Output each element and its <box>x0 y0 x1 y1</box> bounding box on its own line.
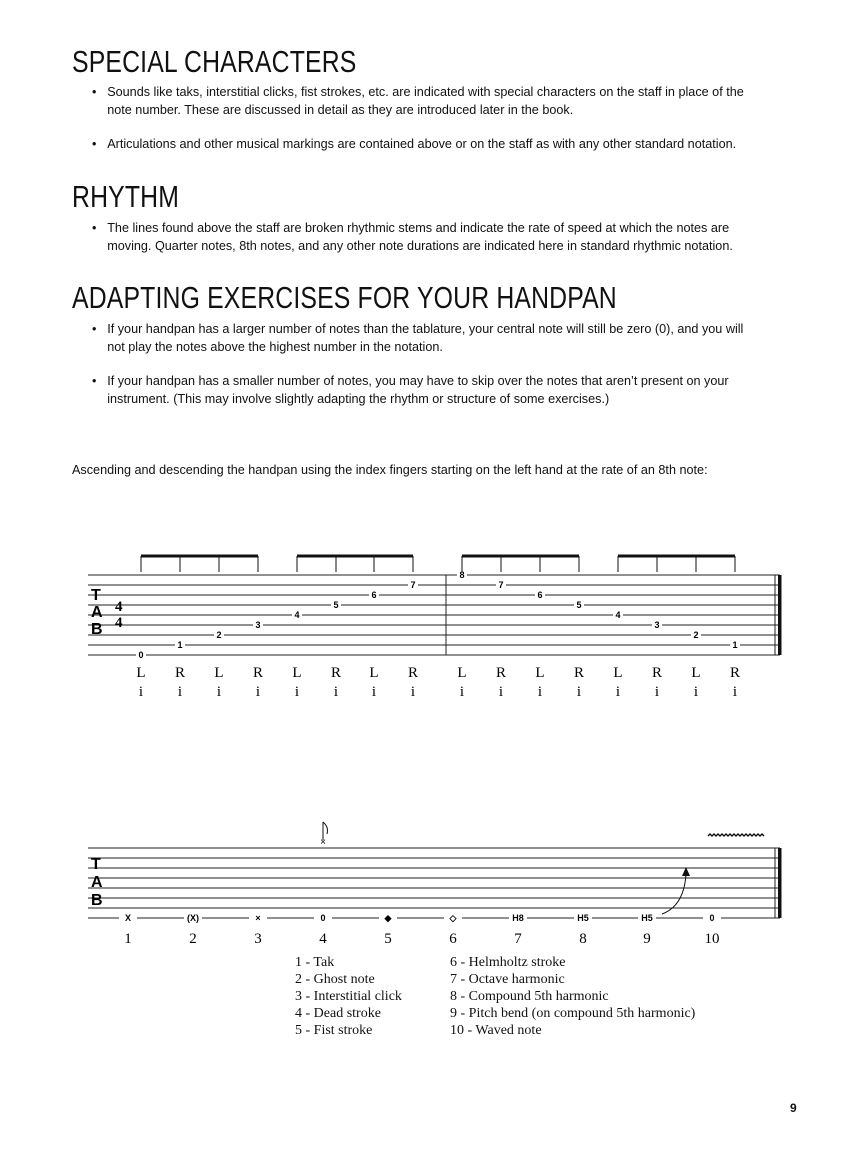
finger-label: i <box>138 684 144 700</box>
symbol-index-label: 2 <box>189 931 197 947</box>
tab-note-number: 1 <box>732 640 738 650</box>
tab-note-number: 3 <box>255 620 261 630</box>
exercise-caption: Ascending and descending the handpan using the index fingers starting on the left hand at the rate of an 8th note: <box>72 462 708 477</box>
tab-clef-letter: B <box>91 892 103 909</box>
tab-symbol: × <box>255 913 261 923</box>
hand-label: L <box>136 665 146 681</box>
hand-label: R <box>330 665 342 681</box>
hand-label: L <box>691 665 701 681</box>
legend-item: 8 - Compound 5th harmonic <box>450 989 609 1004</box>
tab-note-number: 6 <box>537 590 543 600</box>
heading-rhythm: RHYTHM <box>72 179 180 214</box>
symbol-index-label: 1 <box>124 931 132 947</box>
finger-label: i <box>459 684 465 700</box>
tab-note-number: 7 <box>410 580 416 590</box>
tab-note-number: 0 <box>138 650 144 660</box>
symbol-index-label: 10 <box>704 931 720 947</box>
tab-clef-letter: B <box>91 621 103 638</box>
tab-note-number: 5 <box>576 600 582 610</box>
hand-label: R <box>252 665 264 681</box>
hand-label: L <box>369 665 379 681</box>
special-characters-list <box>92 83 792 170</box>
tab-symbol: H8 <box>512 913 524 923</box>
tab-note-number: 4 <box>294 610 300 620</box>
final-bar-thick <box>778 575 782 655</box>
tab-symbol: 0 <box>320 913 326 923</box>
finger-label: i <box>216 684 222 700</box>
rhythm-list <box>92 219 792 271</box>
finger-label: i <box>537 684 543 700</box>
tab-note-number: 8 <box>459 570 465 580</box>
tab-clef-letter: T <box>91 587 101 604</box>
legend-item: 7 - Octave harmonic <box>450 972 565 987</box>
hand-label: R <box>174 665 186 681</box>
symbol-index-label: 7 <box>514 931 522 947</box>
finger-label: i <box>693 684 699 700</box>
tab-staff-exercise <box>0 540 864 710</box>
hand-label: R <box>407 665 419 681</box>
tab-symbol: ◇ <box>449 913 457 923</box>
tab-symbol: H5 <box>577 913 589 923</box>
finger-label: i <box>498 684 504 700</box>
tab-clef-letter: A <box>91 604 103 621</box>
tab-note-number: 4 <box>615 610 621 620</box>
rhythm-bullet-1: • The lines found above the staff are broken rhythmic stems and indicate the rate of speed at which the notes are moving. Quarter notes, 8th notes, and any other note durations are indicated here in standard rhythmic notation. <box>92 219 762 254</box>
heading-adapting-exercises: ADAPTING EXERCISES FOR YOUR HANDPAN <box>72 280 617 315</box>
legend-right-column <box>450 954 695 1039</box>
tab-note-number: 5 <box>333 600 339 610</box>
finger-label: i <box>576 684 582 700</box>
legend-item: 10 - Waved note <box>450 1023 542 1038</box>
symbol-index-label: 8 <box>579 931 587 947</box>
tab-note-number: 2 <box>693 630 699 640</box>
page-number: 9 <box>790 1101 797 1115</box>
legend-item: 3 - Interstitial click <box>295 989 402 1004</box>
symbol-index-label: 3 <box>254 931 262 947</box>
heading-special-characters: SPECIAL CHARACTERS <box>72 44 357 79</box>
legend-left-column <box>295 954 402 1039</box>
finger-label: i <box>371 684 377 700</box>
tab-symbol: X <box>124 913 132 923</box>
finger-label: i <box>333 684 339 700</box>
tab-symbol: ◆ <box>384 913 392 923</box>
tab-staff-special-characters <box>0 815 864 950</box>
legend-item: 5 - Fist stroke <box>295 1023 373 1038</box>
hand-label: R <box>729 665 741 681</box>
vibrato-wave <box>708 834 764 836</box>
tab-note-number: 7 <box>498 580 504 590</box>
special-bullet-2: • Articulations and other musical markings are contained above or on the staff as with any other standard notation. <box>92 135 762 153</box>
symbol-index-label: 4 <box>319 931 327 947</box>
hand-label: L <box>535 665 545 681</box>
tab-symbol: (X) <box>187 913 199 923</box>
hand-label: R <box>651 665 663 681</box>
legend-item: 2 - Ghost note <box>295 972 375 987</box>
tab-note-number: 6 <box>371 590 377 600</box>
tab-clef-letter: A <box>91 874 103 891</box>
finger-label: i <box>615 684 621 700</box>
legend-item: 9 - Pitch bend (on compound 5th harmonic) <box>450 1006 696 1021</box>
tab-clef-letter: T <box>91 856 101 873</box>
finger-label: i <box>654 684 660 700</box>
tab-symbol: H5 <box>641 913 653 923</box>
hand-label: L <box>292 665 302 681</box>
finger-label: i <box>410 684 416 700</box>
hand-label: L <box>214 665 224 681</box>
click-x-mark: × <box>320 837 326 848</box>
symbol-index-label: 6 <box>449 931 457 947</box>
symbol-index-label: 9 <box>643 931 651 947</box>
adapting-bullet-1: • If your handpan has a larger number of notes than the tablature, your central note will still be zero (0), and you will not play the notes above the highest number in the notation. <box>92 320 762 355</box>
click-flag <box>323 822 328 834</box>
time-signature-top: 4 <box>115 599 123 615</box>
time-signature-bottom: 4 <box>115 615 123 631</box>
legend-item: 1 - Tak <box>295 955 335 970</box>
tab-symbol: 0 <box>709 913 715 923</box>
adapting-list <box>92 320 792 424</box>
finger-label: i <box>294 684 300 700</box>
hand-label: R <box>573 665 585 681</box>
symbol-index-label: 5 <box>384 931 392 947</box>
hand-label: L <box>457 665 467 681</box>
tab-note-number: 1 <box>177 640 183 650</box>
hand-label: L <box>613 665 623 681</box>
legend-item: 6 - Helmholtz stroke <box>450 955 566 970</box>
finger-label: i <box>732 684 738 700</box>
finger-label: i <box>177 684 183 700</box>
adapting-bullet-2: • If your handpan has a smaller number of notes, you may have to skip over the notes that aren’t present on your instrument. (This may involve slightly adapting the rhythm or structure of some exercises.) <box>92 372 762 407</box>
tab-note-number: 2 <box>216 630 222 640</box>
legend-item: 4 - Dead stroke <box>295 1006 381 1021</box>
final-bar-thick <box>778 848 782 918</box>
hand-label: R <box>495 665 507 681</box>
finger-label: i <box>255 684 261 700</box>
tab-note-number: 3 <box>654 620 660 630</box>
special-bullet-1: • Sounds like taks, interstitial clicks, fist strokes, etc. are indicated with special characters on the staff in place of the note number. These are discussed in detail as they are introduced later in the book. <box>92 83 762 118</box>
